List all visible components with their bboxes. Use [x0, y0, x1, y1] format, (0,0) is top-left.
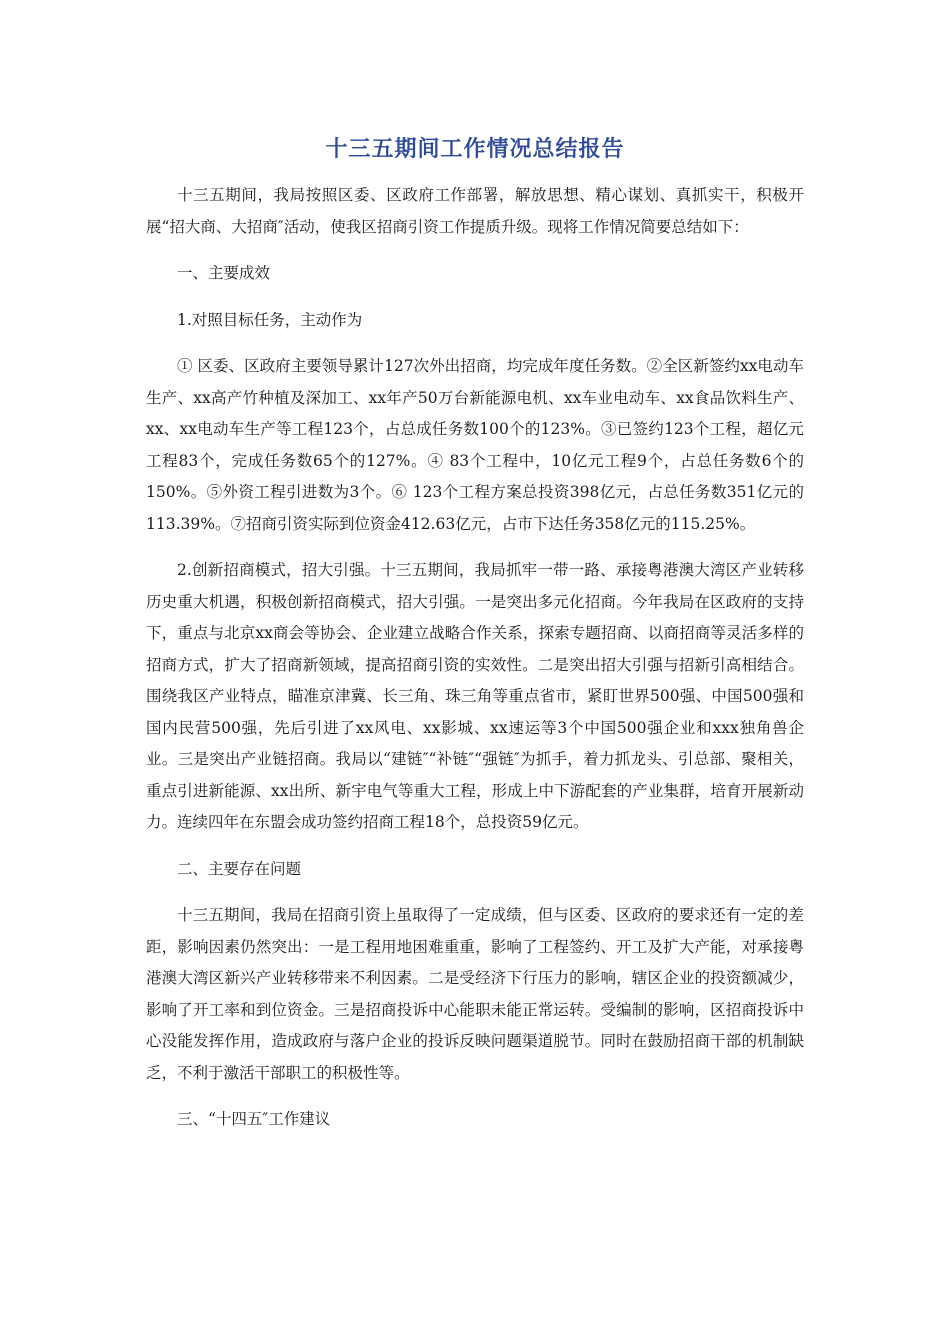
document-title: 十三五期间工作情况总结报告	[325, 137, 625, 162]
section-heading-achievements: 一、主要成效	[177, 264, 271, 282]
subsection-heading-targets: 1.对照目标任务，主动作为	[177, 310, 363, 329]
problems-paragraph: 十三五期间，我局在招商引资上虽取得了一定成绩，但与区委、区政府的要求还有一定的差距，影响因素仍然突出：一是工程用地困难重重，影响了工程签约、开工及扩大产能，对承接粤港澳大湾区新兴产业转移带来不利因素。二是受经济下行压力的影响，辖区企业的投资额减少，影响了开工率和到位资金。三是招商投诉中心能职未能正常运转。受编制的影响，区招商投诉中心没能发挥作用，造成政府与落户企业的投诉反映问题渠道脱节。同时在鼓励招商干部的机制缺乏，不利于激活干部职工的积极性等。	[146, 906, 804, 1082]
innovation-paragraph: 2.创新招商模式，招大引强。十三五期间，我局抓牢一带一路、承接粤港澳大湾区产业转移历史重大机遇，积极创新招商模式，招大引强。一是突出多元化招商。今年我局在区政府的支持下，重点与北京xx商会等协会、企业建立战略合作关系，探索专题招商、以商招商等灵活多样的招商方式，扩大了招商新领域，提高招商引资的实效性。二是突出招大引强与招新引高相结合。围绕我区产业特点，瞄准京津冀、长三角、珠三角等重点省市，紧盯世界500强、中国500强和国内民营500强，先后引进了xx风电、xx影城、xx速运等3个中国500强企业和xxx独角兽企业。三是突出产业链招商。我局以“建链″“补链″“强链″为抓手，着力抓龙头、引总部、聚相关，重点引进新能源、xx出所、新宇电气等重大工程，形成上中下游配套的产业集群，培育开展新动力。连续四年在东盟会成功签约招商工程18个，总投资59亿元。	[146, 561, 804, 831]
document-page	[146, 130, 804, 1151]
targets-paragraph: ① 区委、区政府主要领导累计127次外出招商，均完成年度任务数。②全区新签约xx电动车生产、xx高产竹种植及深加工、xx年产50万台新能源电机、xx车业电动车、xx食品饮料生产、xx、xx电动车生产等工程123个，占总成任务数100个的123%。③已签约123个工程，超亿元工程83个，完成任务数65个的127%。④ 83个工程中，10亿元工程9个，占总任务数6个的150%。⑤外资工程引进数为3个。⑥ 123个工程方案总投资398亿元，占总任务数351亿元的113.39%。⑦招商引资实际到位资金412.63亿元，占市下达任务358亿元的115.25%。	[146, 357, 804, 533]
section-heading-problems: 二、主要存在问题	[177, 859, 302, 878]
intro-paragraph: 十三五期间，我局按照区委、区政府工作部署，解放思想、精心谋划、真抓实干，积极开展“招大商、大招商″活动，使我区招商引资工作提质升级。现将工作情况简要总结如下：	[146, 186, 804, 236]
section-heading-suggestions: 三、“十四五″工作建议	[177, 1110, 331, 1128]
